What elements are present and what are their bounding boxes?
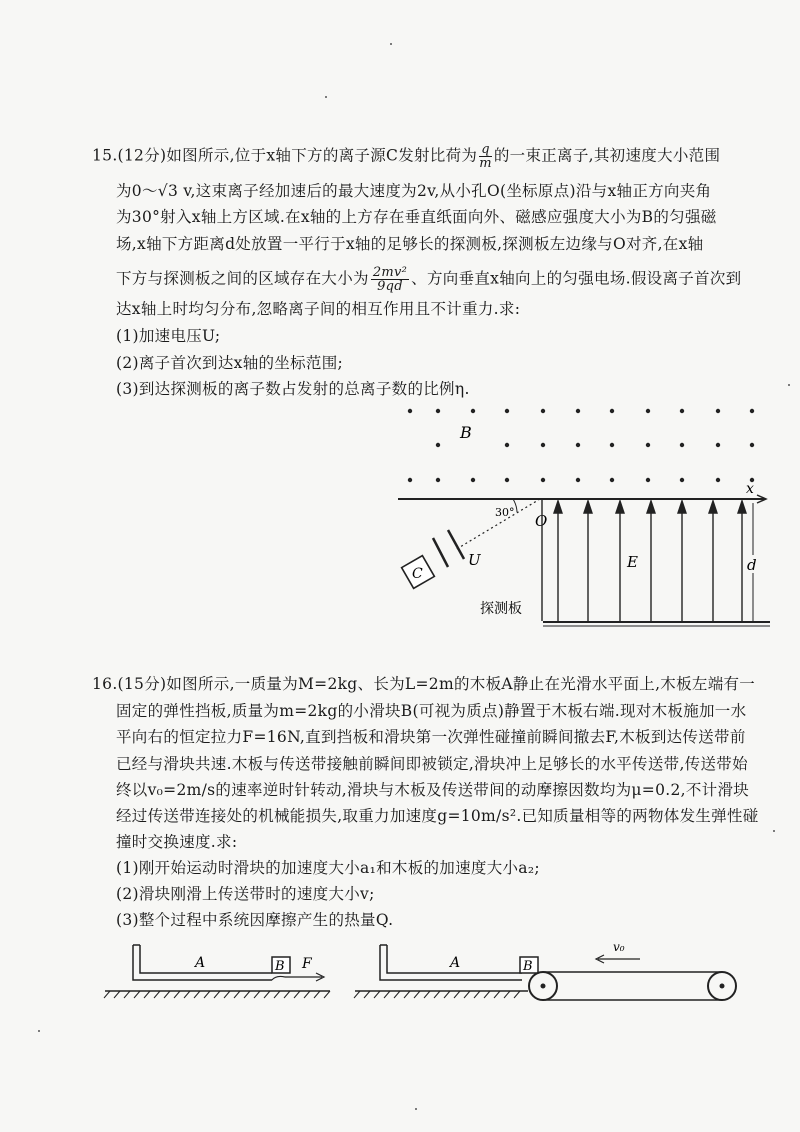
accelerator-plate-2 — [448, 530, 464, 559]
scan-speck — [788, 384, 790, 386]
q16-line-7: 撞时交换速度.求: — [116, 833, 238, 851]
q16-line-1: 16.(15分)如图所示,一质量为M=2kg、长为L=2m的木板A静止在光滑水平面上,木板左端有一 — [92, 675, 756, 693]
q15-line-1 — [92, 143, 720, 170]
q15-question-3: (3)到达探测板的离子数占发射的总离子数的比例η. — [116, 380, 470, 398]
label-E: E — [627, 553, 638, 571]
label-C: C — [412, 566, 423, 582]
q15-line-5: 下方与探测板之间的区域存在大小为 $\frac{\text{2mv²}}{9qd}$ 、方向垂直x轴向上的匀强电场.假设离子首次到 — [116, 265, 742, 294]
fraction-q-over-m: $\frac{q}{m}$ — [479, 142, 492, 171]
label-B: B — [460, 423, 472, 442]
q16-figure — [0, 935, 800, 1015]
label-angle: 30° — [495, 506, 515, 519]
q16-line-3: 平向右的恒定拉力F=16N,直到挡板和滑块第一次弹性碰撞前瞬间撤去F,木板到达传送带前 — [116, 728, 746, 746]
q16-question-3: (3)整个过程中系统因摩擦产生的热量Q. — [116, 911, 394, 929]
q15-line-2: 为0～√3 v,这束离子经加速后的最大速度为2v,从小孔O(坐标原点)沿与x轴正方向夹角 — [116, 182, 712, 200]
ground-hatch-right — [354, 991, 520, 998]
label-O: O — [535, 512, 548, 530]
magnetic-field-dots — [408, 409, 754, 482]
label-U: U — [468, 551, 481, 569]
q16-line-6: 经过传送带连接处的机械能损失,取重力加速度g=10m/s².已知质量相等的两物体发生弹性碰 — [116, 807, 759, 825]
label-A-left: A — [195, 955, 206, 971]
label-detector: 探测板 — [480, 601, 522, 617]
electric-field-arrows — [554, 501, 746, 621]
label-F: F — [302, 956, 312, 972]
scan-speck — [325, 96, 327, 98]
q16-line-5: 终以v₀=2m/s的速率逆时针转动,滑块与木板及传送带间的动摩擦因数均为μ=0.2,不计滑块 — [116, 781, 750, 799]
q15-line-4: 场,x轴下方距离d处放置一平行于x轴的足够长的探测板,探测板左边缘与O对齐,在x轴 — [116, 235, 704, 253]
scan-speck — [415, 1108, 417, 1110]
q16-question-1: (1)刚开始运动时滑块的加速度大小a₁和木板的加速度大小a₂; — [116, 859, 540, 877]
scan-speck — [38, 1030, 40, 1032]
q15-question-2: (2)离子首次到达x轴的坐标范围; — [116, 354, 344, 372]
q16-question-2: (2)滑块刚滑上传送带时的速度大小v; — [116, 885, 375, 903]
label-B-left: B — [275, 959, 285, 974]
q15-question-1: (1)加速电压U; — [116, 327, 221, 345]
q15-text: 的一束正离子,其初速度大小范围 — [493, 146, 721, 165]
scan-speck — [773, 830, 775, 832]
q15-line-6: 达x轴上时均匀分布,忽略离子间的相互作用且不计重力.求: — [116, 300, 521, 318]
q15-text: 15.(12分)如图所示,位于x轴下方的离子源C发射比荷为 — [92, 146, 478, 165]
accelerator-plate-1 — [433, 538, 448, 567]
scan-speck — [390, 43, 392, 45]
q15-figure — [0, 395, 800, 635]
label-B-right: B — [523, 959, 533, 974]
ground-hatch-left — [104, 991, 330, 998]
fraction-field-strength: $\frac{\text{2mv²}}{9qd}$ — [372, 265, 408, 294]
q16-line-2: 固定的弹性挡板,质量为m=2kg的小滑块B(可视为质点)静置于木板右端.现对木板施加一水 — [116, 702, 747, 720]
label-v0: v₀ — [613, 940, 625, 954]
q16-line-4: 已经与滑块共速.木板与传送带接触前瞬间即被锁定,滑块冲上足够长的水平传送带,传送带始 — [116, 755, 748, 773]
label-A-right: A — [450, 955, 461, 971]
q15-line-3: 为30°射入x轴上方区域.在x轴的上方存在垂直纸面向外、磁感应强度大小为B的匀强磁 — [116, 208, 717, 226]
label-x: x — [746, 481, 754, 497]
label-d: d — [747, 556, 757, 574]
